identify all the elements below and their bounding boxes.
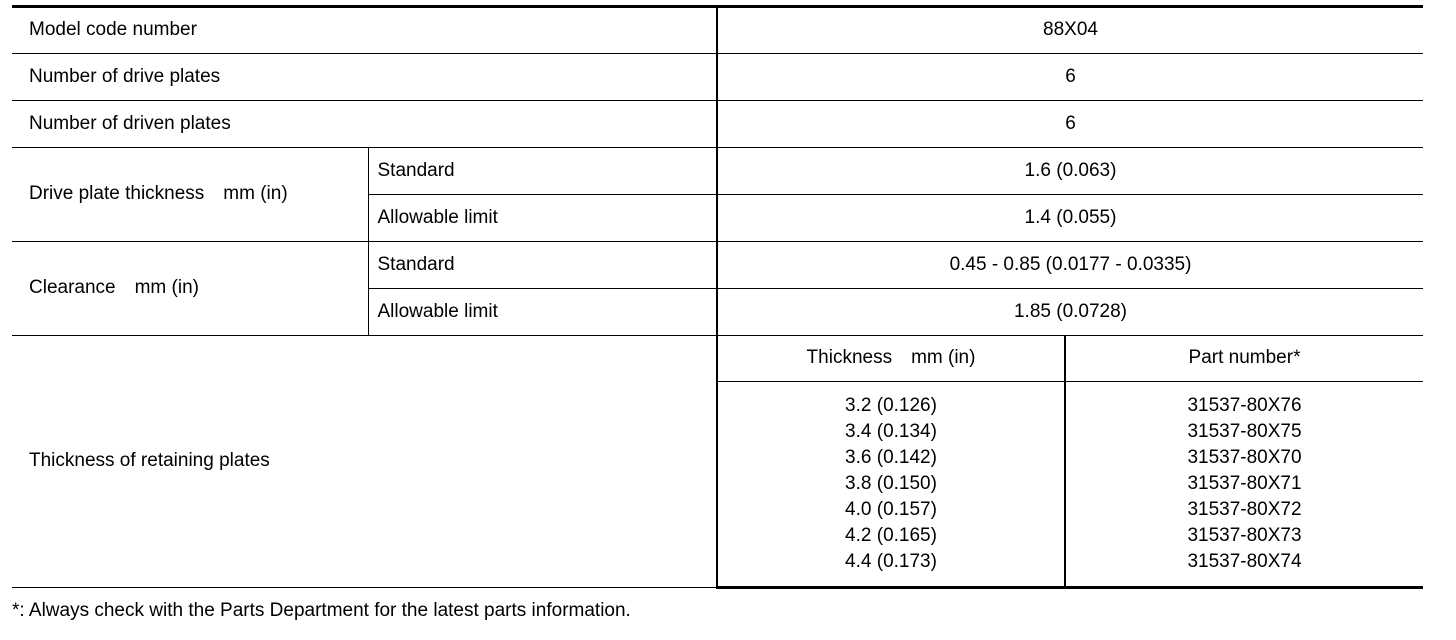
- part-number-value: 31537-80X75: [1187, 421, 1302, 442]
- drive-plates-label: Number of drive plates: [12, 54, 717, 101]
- row-driven-plates: [12, 101, 1423, 148]
- row-model-code: [12, 7, 1423, 54]
- clearance-label: Clearance mm (in): [12, 242, 368, 336]
- row-drive-plate-thickness-standard: [12, 148, 1423, 195]
- model-code-value: 88X04: [717, 7, 1423, 54]
- part-number-value: 31537-80X73: [1187, 525, 1302, 546]
- thickness-list: [718, 393, 1064, 575]
- part-number-value: 31537-80X74: [1187, 551, 1302, 572]
- thickness-value: 3.8 (0.150): [845, 473, 937, 494]
- part-number-list-cell: [1065, 382, 1423, 588]
- row-retaining-plates-header: [12, 336, 1423, 382]
- thickness-value: 4.0 (0.157): [845, 499, 937, 520]
- part-number-list: [1066, 393, 1423, 575]
- footnote: *: Always check with the Parts Department for the latest parts information.: [12, 600, 631, 621]
- part-number-value: 31537-80X71: [1187, 473, 1302, 494]
- drive-plate-limit-value: 1.4 (0.055): [717, 195, 1423, 242]
- clearance-limit-value: 1.85 (0.0728): [717, 289, 1423, 336]
- clearance-standard-value: 0.45 - 0.85 (0.0177 - 0.0335): [717, 242, 1423, 289]
- row-drive-plates: [12, 54, 1423, 101]
- clearance-standard-label: Standard: [368, 242, 717, 289]
- drive-plate-standard-value: 1.6 (0.063): [717, 148, 1423, 195]
- drive-plate-limit-label: Allowable limit: [368, 195, 717, 242]
- thickness-column-header: Thickness mm (in): [717, 336, 1065, 382]
- thickness-value: 3.6 (0.142): [845, 447, 937, 468]
- part-number-value: 31537-80X72: [1187, 499, 1302, 520]
- clearance-limit-label: Allowable limit: [368, 289, 717, 336]
- drive-plate-thickness-label: Drive plate thickness mm (in): [12, 148, 368, 242]
- thickness-value: 4.4 (0.173): [845, 551, 937, 572]
- thickness-value: 4.2 (0.165): [845, 525, 937, 546]
- thickness-value: 3.2 (0.126): [845, 395, 937, 416]
- thickness-value: 3.4 (0.134): [845, 421, 937, 442]
- row-clearance-standard: [12, 242, 1423, 289]
- drive-plate-standard-label: Standard: [368, 148, 717, 195]
- part-number-value: 31537-80X70: [1187, 447, 1302, 468]
- part-number-value: 31537-80X76: [1187, 395, 1302, 416]
- part-number-column-header: Part number*: [1065, 336, 1423, 382]
- thickness-list-cell: [717, 382, 1065, 588]
- drive-plates-value: 6: [717, 54, 1423, 101]
- specification-table: [12, 5, 1423, 589]
- driven-plates-value: 6: [717, 101, 1423, 148]
- model-code-label: Model code number: [12, 7, 717, 54]
- retaining-plates-label: Thickness of retaining plates: [12, 336, 717, 588]
- driven-plates-label: Number of driven plates: [12, 101, 717, 148]
